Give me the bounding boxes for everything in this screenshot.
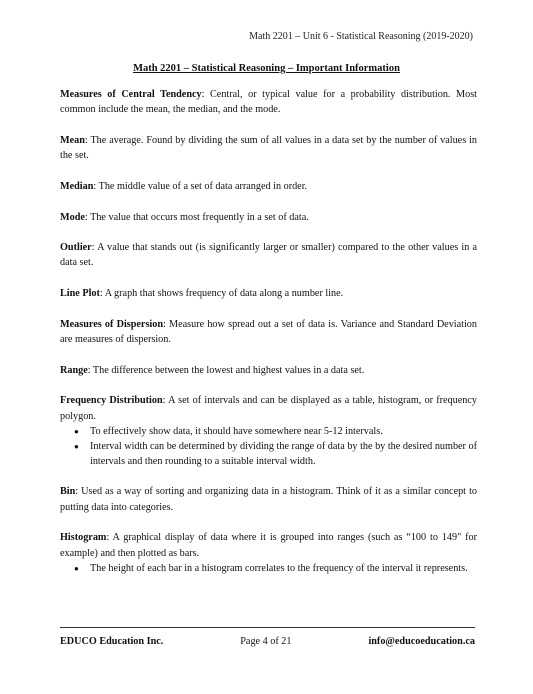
entry-term: Measures of Dispersion — [60, 318, 164, 330]
entry-term: Measures of Central Tendency — [60, 89, 202, 100]
footer-page-number: Page 4 of 21 — [240, 636, 292, 647]
list-item: ● To effectively show data, it should have somewhere near 5-12 intervals. — [90, 424, 477, 439]
page-title: Math 2201 – Statistical Reasoning – Important Information — [133, 63, 400, 74]
entry-term: Mode — [60, 211, 85, 223]
footer-company: EDUCO Education Inc. — [60, 636, 164, 647]
entry-definition: : The difference between the lowest and highest values in a data set. — [87, 364, 365, 376]
entry-definition: : The average. Found by dividing the sum of all values in a data set by the number of values in the set. — [60, 134, 477, 162]
footer-email: info@educoeducation.ca — [368, 636, 475, 647]
entry-definition: : The middle value of a set of data arranged in order. — [93, 180, 308, 192]
entry-definition: : Measure how spread out a set of data is. Variance and Standard Deviation are measures of dispersion. — [60, 318, 477, 346]
glossary-entry — [60, 484, 477, 514]
list-item: ● The height of each bar in a histogram correlates to the frequency of the interval it represents. — [90, 561, 477, 576]
bullet-list — [60, 561, 477, 576]
glossary-entry — [60, 87, 477, 117]
glossary-entry — [60, 179, 477, 194]
running-header: Math 2201 – Unit 6 - Statistical Reasoning (2019-2020) — [249, 31, 473, 42]
entry-definition: : Central, or typical value for a probability distribution. Most common include the mean, the median, and the mode. — [60, 89, 477, 116]
glossary-entry — [60, 286, 477, 301]
footer-divider — [60, 627, 475, 628]
page-footer — [60, 636, 475, 647]
entry-term: Histogram — [60, 532, 107, 544]
glossary-entry — [60, 210, 477, 225]
entry-definition: : A value that stands out (is significantly larger or smaller) compared to the other values in a data set. — [60, 242, 477, 269]
bullet-list — [60, 424, 477, 470]
glossary-entry — [60, 363, 477, 378]
entry-term: Median — [60, 180, 94, 192]
entry-term: Mean — [60, 134, 85, 146]
entry-definition: : A graphical display of data where it is grouped into ranges (such as “100 to 149" for example) and then plotted as bars. — [60, 532, 477, 559]
glossary-entry — [60, 133, 477, 163]
list-item: ● Interval width can be determined by dividing the range of data by the by the desired number of intervals and then rounding to a suitable interval width. — [90, 439, 477, 469]
glossary-entry — [60, 530, 477, 560]
entry-term: Line Plot — [60, 288, 100, 300]
entry-term: Range — [60, 364, 88, 376]
entry-definition: : The value that occurs most frequently in a set of data. — [84, 211, 309, 223]
glossary-entry — [60, 240, 477, 270]
glossary-content — [60, 87, 477, 591]
glossary-entry — [60, 317, 477, 347]
glossary-entry — [60, 393, 477, 423]
entry-definition: : A set of intervals and can be displayed as a table, histogram, or frequency polygon. — [60, 395, 477, 422]
entry-term: Frequency Distribution — [60, 395, 163, 407]
entry-definition: : Used as a way of sorting and organizing data in a histogram. Think of it as a similar concept to putting data into categories. — [60, 486, 477, 513]
entry-definition: : A graph that shows frequency of data along a number line. — [99, 288, 344, 300]
entry-term: Outlier — [60, 242, 92, 254]
entry-term: Bin — [60, 486, 76, 498]
